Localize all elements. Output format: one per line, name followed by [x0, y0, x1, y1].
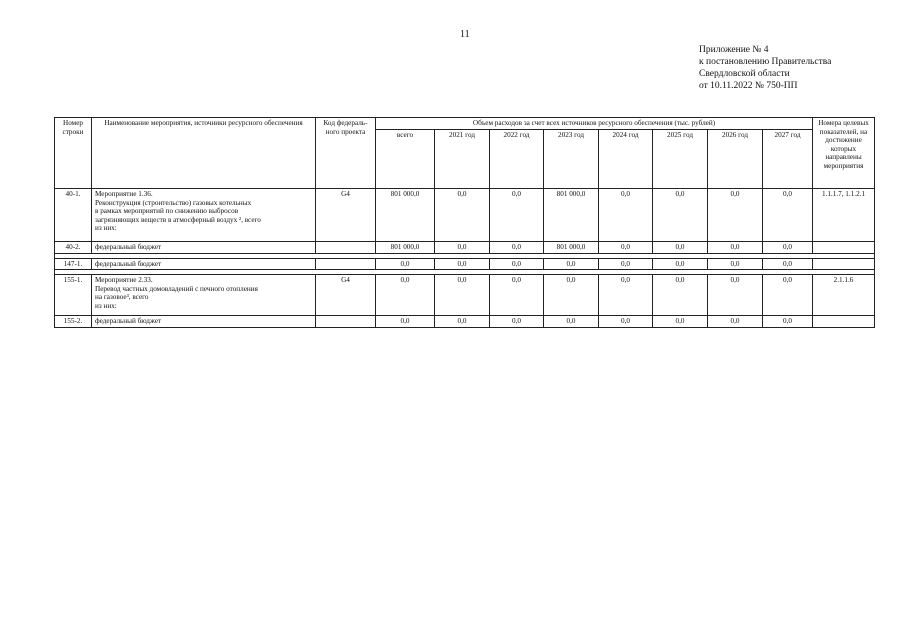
- row-year-value: 0,0: [653, 258, 708, 270]
- row-number: 40-2.: [55, 242, 92, 254]
- row-year-value: 0,0: [599, 275, 653, 316]
- row-name: [92, 275, 316, 316]
- row-year-value: 0,0: [653, 316, 708, 328]
- row-project-code: G4: [316, 189, 376, 242]
- row-year-value: 0,0: [599, 258, 653, 270]
- row-year-value: 0,0: [763, 242, 813, 254]
- row-number: 40-1.: [55, 189, 92, 242]
- row-year-value: 0,0: [708, 275, 763, 316]
- row-year-value: 0,0: [544, 316, 599, 328]
- row-project-code: [316, 258, 376, 270]
- row-year-value: 0,0: [763, 189, 813, 242]
- row-name-line: в рамках мероприятий по снижению выбросов: [95, 207, 239, 216]
- row-name-line: федеральный бюджет: [95, 243, 162, 251]
- row-year-value: 0,0: [653, 242, 708, 254]
- row-year-value: 0,0: [435, 258, 490, 270]
- appendix-block: [699, 44, 831, 92]
- header-row-number: Номер строки: [55, 118, 92, 189]
- row-year-value: 0,0: [435, 275, 490, 316]
- appendix-line: от 10.11.2022 № 750-ПП: [699, 81, 798, 91]
- row-name: [92, 242, 316, 254]
- row-name: [92, 316, 316, 328]
- header-year: 2027 год: [763, 129, 813, 188]
- header-year: 2023 год: [544, 129, 599, 188]
- row-targets: 2.1.1.6: [813, 275, 875, 316]
- row-name-line: Реконструкция (строительство) газовых котельных: [95, 198, 252, 207]
- row-name-line: Мероприятие 1.36.: [95, 190, 153, 198]
- page-number: 11: [460, 29, 470, 40]
- row-name: [92, 258, 316, 270]
- row-year-value: 0,0: [490, 316, 544, 328]
- row-total: 801 000,0: [376, 242, 435, 254]
- row-year-value: 0,0: [435, 189, 490, 242]
- row-name-line: Мероприятие 2.33.: [95, 276, 153, 285]
- row-project-code: [316, 316, 376, 328]
- row-name-line: на газовое³, всего: [95, 293, 149, 302]
- row-targets: 1.1.1.7, 1.1.2.1: [813, 189, 875, 242]
- row-targets: [813, 242, 875, 254]
- row-year-value: 0,0: [435, 316, 490, 328]
- row-targets: [813, 316, 875, 328]
- row-year-value: 0,0: [653, 189, 708, 242]
- row-project-code: [316, 242, 376, 254]
- row-year-value: 0,0: [599, 242, 653, 254]
- header-total: всего: [376, 129, 435, 188]
- row-year-value: 801 000,0: [544, 189, 599, 242]
- row-name: [92, 189, 316, 242]
- row-year-value: 0,0: [653, 275, 708, 316]
- row-year-value: 0,0: [708, 258, 763, 270]
- row-name-line: из них:: [95, 224, 117, 233]
- header-name: Наименование мероприятия, источники ресурсного обеспечения: [92, 118, 316, 189]
- table-row: [55, 258, 875, 270]
- header-targets: Номера целевых показателей, на достижение которых направлены мероприятия: [813, 118, 875, 189]
- row-year-value: 0,0: [708, 316, 763, 328]
- row-year-value: 0,0: [708, 242, 763, 254]
- row-name-line: из них:: [95, 301, 117, 310]
- table-row: [55, 189, 875, 242]
- row-year-value: 0,0: [490, 258, 544, 270]
- header-year: 2024 год: [599, 129, 653, 188]
- row-year-value: 0,0: [490, 242, 544, 254]
- row-year-value: 0,0: [490, 275, 544, 316]
- row-total: 0,0: [376, 275, 435, 316]
- row-total: 801 000,0: [376, 189, 435, 242]
- table-row: [55, 242, 875, 254]
- row-number: 155-2.: [55, 316, 92, 328]
- row-number: 155-1.: [55, 275, 92, 316]
- row-targets: [813, 258, 875, 270]
- row-name-line: федеральный бюджет: [95, 259, 162, 268]
- row-year-value: 0,0: [708, 189, 763, 242]
- table-row: [55, 275, 875, 316]
- row-name-line: Перевод частных домовладений с печного отопления: [95, 284, 258, 293]
- row-year-value: 0,0: [599, 316, 653, 328]
- header-expenses: Объем расходов за счет всех источников ресурсного обеспечения (тыс. рублей): [376, 118, 813, 130]
- row-number: 147-1.: [55, 258, 92, 270]
- row-year-value: 0,0: [435, 242, 490, 254]
- appendix-line: к постановлению Правительства: [699, 57, 832, 67]
- row-year-value: 0,0: [544, 258, 599, 270]
- row-name-line: загрязняющих веществ в атмосферный воздух ², всего: [95, 215, 261, 224]
- header-year: 2021 год: [435, 129, 490, 188]
- header-year: 2025 год: [653, 129, 708, 188]
- appendix-line: Приложение № 4: [699, 45, 769, 55]
- row-year-value: 0,0: [763, 275, 813, 316]
- row-total: 0,0: [376, 316, 435, 328]
- row-name-line: федеральный бюджет: [95, 317, 162, 326]
- row-year-value: 0,0: [490, 189, 544, 242]
- table-row: [55, 316, 875, 328]
- row-year-value: 0,0: [599, 189, 653, 242]
- row-project-code: G4: [316, 275, 376, 316]
- row-total: 0,0: [376, 258, 435, 270]
- header-year: 2026 год: [708, 129, 763, 188]
- row-year-value: 0,0: [544, 275, 599, 316]
- row-year-value: 0,0: [763, 258, 813, 270]
- header-year: 2022 год: [490, 129, 544, 188]
- appendix-line: Свердловской области: [699, 69, 790, 79]
- header-project-code: Код федераль-ного проекта: [316, 118, 376, 189]
- row-year-value: 0,0: [763, 316, 813, 328]
- expenses-table: [54, 117, 875, 328]
- row-year-value: 801 000,0: [544, 242, 599, 254]
